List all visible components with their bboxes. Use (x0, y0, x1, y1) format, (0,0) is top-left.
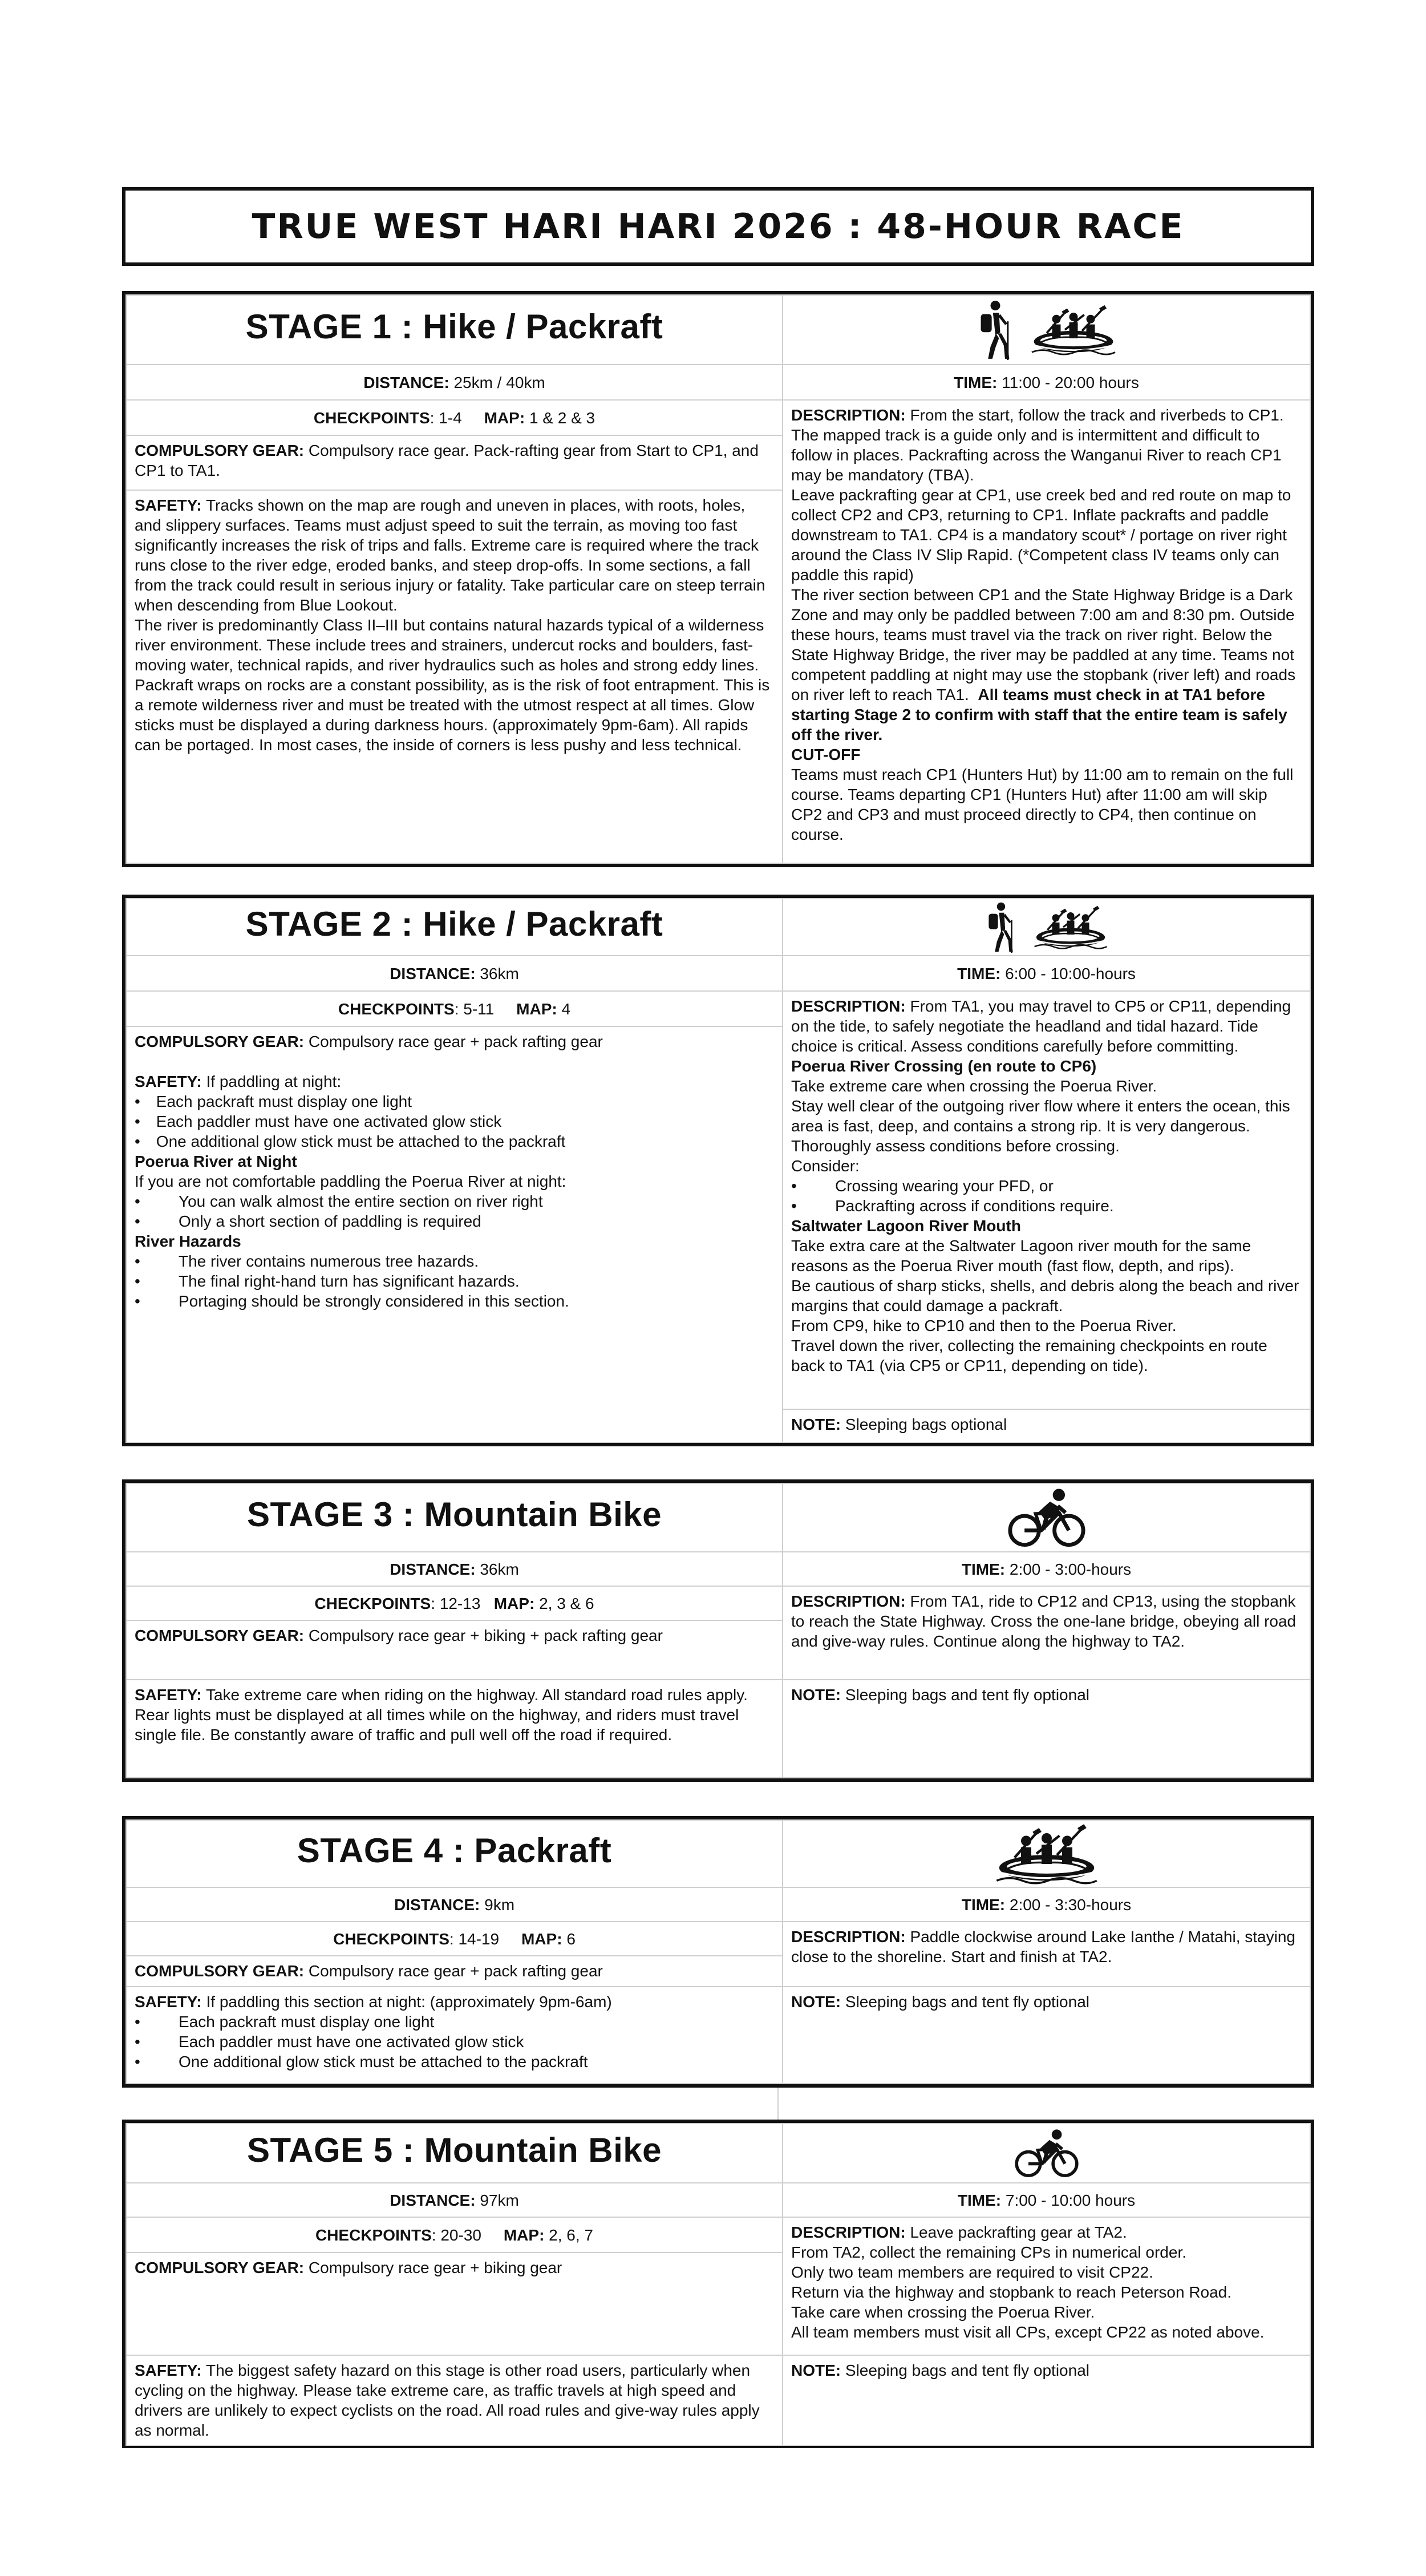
stage-4-description: DESCRIPTION: Paddle clockwise around Lake Ianthe / Matahi, staying close to the shoreline. Start and finish at TA2. (783, 1922, 1310, 1987)
list-item: • Each packraft must display one light (135, 2013, 435, 2031)
stage-3-icons (783, 1483, 1310, 1552)
race-title: TRUE WEST HARI HARI 2026 : 48-HOUR RACE (252, 207, 1185, 246)
list-item: • Only a short section of paddling is required (135, 1212, 481, 1230)
list-item: • One additional glow stick must be attached to the packraft (135, 2053, 588, 2070)
stage-2-note: NOTE: Sleeping bags optional (783, 1409, 1310, 1442)
stage-divider (777, 2088, 779, 2120)
stage-1-heading: STAGE 1 : Hike / Packraft (126, 295, 783, 365)
list-item: • Each packraft must display one light (135, 1093, 412, 1110)
stage-4-safety: SAFETY: If paddling this section at night: (approximately 9pm-6am) • Each packraft must display one light • Each paddler must have one activated glow stick • One additional glow stick must be attached to the packraft (126, 1987, 783, 2084)
stage-2-time: TIME: 6:00 - 10:00-hours (783, 956, 1310, 991)
bike-icon (1008, 1487, 1085, 1548)
list-item: • You can walk almost the entire section on river right (135, 1192, 543, 1210)
stage-2-table (122, 895, 1314, 1446)
stage-2-checkpoints: CHECKPOINTS: 5-11 MAP: 4 (126, 991, 783, 1026)
stage-2-heading: STAGE 2 : Hike / Packraft (126, 899, 783, 956)
race-title-box (122, 187, 1314, 266)
stage-4-gear: COMPULSORY GEAR: Compulsory race gear + pack rafting gear (126, 1956, 783, 1987)
stage-4-table (122, 1816, 1314, 2088)
list-item: • Each paddler must have one activated glow stick (135, 1113, 502, 1130)
hiker-icon (977, 300, 1014, 360)
stage-1-icons (783, 295, 1310, 365)
stage-5-time: TIME: 7:00 - 10:00 hours (783, 2183, 1310, 2217)
stage-4-icons (783, 1820, 1310, 1887)
stage-5-gear: COMPULSORY GEAR: Compulsory race gear + biking gear (126, 2253, 783, 2355)
stage-3-distance: DISTANCE: 36km (126, 1552, 783, 1586)
list-item: • Portaging should be strongly considered in this section. (135, 1292, 569, 1310)
stage-1-description: DESCRIPTION: From the start, follow the track and riverbeds to CP1. The mapped track is a guide only and is intermittent and difficult to follow in places. Packrafting across the Wanganui River to reach CP1 may be mandatory (TBA). Leave packrafting gear at CP1, use creek bed and red route on map to collect CP2 and CP3, returning to CP1. Inflate packrafts and paddle downstream to TA1. CP4 is a mandatory scout* / portage on river right around the Class IV Slip Rapid. (*Competent class IV teams only can paddle this rapid) The river section between CP1 and the State Highway Bridge is a Dark Zone and may only be paddled between 7:00 am and 8:30 pm. Outside these hours, teams must travel via the track on river right. Below the State Highway Bridge, the river may be paddled at any time. Teams not competent paddling at night may use the stopbank (river left) and roads on river left to reach TA1. All teams must check in at TA1 before starting Stage 2 to confirm with staff that the entire team is safely off the river. CUT-OFF Teams must reach CP1 (Hunters Hut) by 11:00 am to remain on the full course. Teams departing CP1 (Hunters Hut) after 11:00 am will skip CP2 and CP3 and must proceed directly to CP4, then continue on course. (783, 400, 1310, 863)
stage-2-icons (783, 899, 1310, 956)
stage-4-checkpoints: CHECKPOINTS: 14-19 MAP: 6 (126, 1922, 783, 1956)
list-item: • Crossing wearing your PFD, or (791, 1177, 1054, 1195)
stage-1-safety: SAFETY: Tracks shown on the map are rough and uneven in places, with roots, holes, and slippery surfaces. Teams must adjust speed to suit the terrain, as moving too fast significantly increases the risk of trips and falls. Extreme care is required where the track runs close to the river edge, eroded banks, and steep drop-offs. In some sections, a fall from the track could result in serious injury or fatality. Take particular care on steep terrain when descending from Blue Lookout. The river is predominantly Class II–III but contains natural hazards typical of a wilderness river environment. These include trees and strainers, undercut rocks and boulders, fast-moving water, technical rapids, and river hydraulics such as holes and strong eddy lines. Packraft wraps on rocks are a constant possibility, as is the risk of foot entrapment. This is a remote wilderness river and must be treated with the utmost respect at all times. Glow sticks must be displayed a during darkness hours. (approximately 9pm-6am). All rapids can be portaged. In most cases, the inside of corners is less pushy and less technical. (126, 490, 783, 863)
stage-3-table (122, 1479, 1314, 1782)
stage-1-time: TIME: 11:00 - 20:00 hours (783, 365, 1310, 400)
stage-2-gear-safety: COMPULSORY GEAR: Compulsory race gear + pack rafting gear SAFETY: If paddling at night: • Each packraft must display one light • Each paddler must have one activated glow stick • One additional glow stick must be attached to the packraft Poerua River at Night If you are not comfortable paddling the Poerua River at night: • You can walk almost the entire section on river right • Only a short section of paddling is required River Hazards • The river contains numerous tree hazards. • The final right-hand turn has significant hazards. • Portaging should be strongly considered in this section. (126, 1026, 783, 1442)
stage-3-safety: SAFETY: Take extreme care when riding on the highway. All standard road rules apply. Rear lights must be displayed at all times while on the highway, and riders must travel single file. Be constantly aware of traffic and pull well off the road if required. (126, 1680, 783, 1778)
stage-5-distance: DISTANCE: 97km (126, 2183, 783, 2217)
stage-1-table (122, 291, 1314, 867)
list-item: • The final right-hand turn has significant hazards. (135, 1272, 520, 1290)
raft-icon (995, 1821, 1098, 1886)
stage-4-note: NOTE: Sleeping bags and tent fly optional (783, 1987, 1310, 2084)
stage-2-description: DESCRIPTION: From TA1, you may travel to CP5 or CP11, depending on the tide, to safely negotiate the headland and tidal hazard. Tide choice is critical. Assess conditions carefully before committing. Poerua River Crossing (en route to CP6) Take extreme care when crossing the Poerua River. Stay well clear of the outgoing river flow where it enters the ocean, this area is fast, deep, and contains a strong rip. It is very dangerous. Thoroughly assess conditions before crossing. Consider: • Crossing wearing your PFD, or • Packrafting across if conditions require. Saltwater Lagoon River Mouth Take extra care at the Saltwater Lagoon river mouth for the same reasons as the Poerua River mouth (fast flow, depth, and rips). Be cautious of sharp sticks, shells, and debris along the beach and river margins that could damage a packraft. From CP9, hike to CP10 and then to the Poerua River. Travel down the river, collecting the remaining checkpoints en route back to TA1 (via CP5 or CP11, depending on tide). (783, 991, 1310, 1409)
stage-3-description: DESCRIPTION: From TA1, ride to CP12 and CP13, using the stopbank to reach the State Highway. Cross the one-lane bridge, obeying all road and give-way rules. Continue along the highway to TA2. (783, 1586, 1310, 1680)
stage-3-checkpoints: CHECKPOINTS: 12-13 MAP: 2, 3 & 6 (126, 1586, 783, 1620)
stage-5-heading: STAGE 5 : Mountain Bike (126, 2124, 783, 2183)
stage-3-time: TIME: 2:00 - 3:00-hours (783, 1552, 1310, 1586)
stage-2-distance: DISTANCE: 36km (126, 956, 783, 991)
stage-1-gear: COMPULSORY GEAR: Compulsory race gear. Pack-rafting gear from Start to CP1, and CP1 to TA1. (126, 435, 783, 490)
stage-3-note: NOTE: Sleeping bags and tent fly optional (783, 1680, 1310, 1778)
stage-5-checkpoints: CHECKPOINTS: 20-30 MAP: 2, 6, 7 (126, 2217, 783, 2253)
list-item: • Each paddler must have one activated glow stick (135, 2033, 524, 2051)
raft-icon (1031, 302, 1116, 357)
stage-3-heading: STAGE 3 : Mountain Bike (126, 1483, 783, 1552)
raft-icon (1034, 903, 1108, 951)
bike-icon (1015, 2128, 1079, 2178)
stage-5-icons (783, 2124, 1310, 2183)
stage-1-checkpoints: CHECKPOINTS: 1-4 MAP: 1 & 2 & 3 (126, 400, 783, 435)
stage-5-note: NOTE: Sleeping bags and tent fly optional (783, 2355, 1310, 2445)
stage-3-gear: COMPULSORY GEAR: Compulsory race gear + biking + pack rafting gear (126, 1620, 783, 1680)
list-item: • The river contains numerous tree hazards. (135, 1252, 479, 1270)
stage-5-safety: SAFETY: The biggest safety hazard on this stage is other road users, particularly when cycling on the highway. Please take extreme care, as traffic travels at high speed and drivers are unlikely to expect cyclists on the road. All road rules and give-way rules apply as normal. (126, 2355, 783, 2445)
list-item: • One additional glow stick must be attached to the packraft (135, 1133, 566, 1150)
stage-4-distance: DISTANCE: 9km (126, 1887, 783, 1922)
stage-4-heading: STAGE 4 : Packraft (126, 1820, 783, 1887)
stage-1-distance: DISTANCE: 25km / 40km (126, 365, 783, 400)
stage-5-table (122, 2120, 1314, 2448)
list-item: • Packrafting across if conditions require. (791, 1197, 1114, 1215)
stage-4-time: TIME: 2:00 - 3:30-hours (783, 1887, 1310, 1922)
stage-5-description: DESCRIPTION: Leave packrafting gear at TA2. From TA2, collect the remaining CPs in numerical order. Only two team members are required to visit CP22. Return via the highway and stopbank to reach Peterson Road. Take care when crossing the Poerua River. All team members must visit all CPs, except CP22 as noted above. (783, 2217, 1310, 2355)
hiker-icon (986, 901, 1016, 953)
